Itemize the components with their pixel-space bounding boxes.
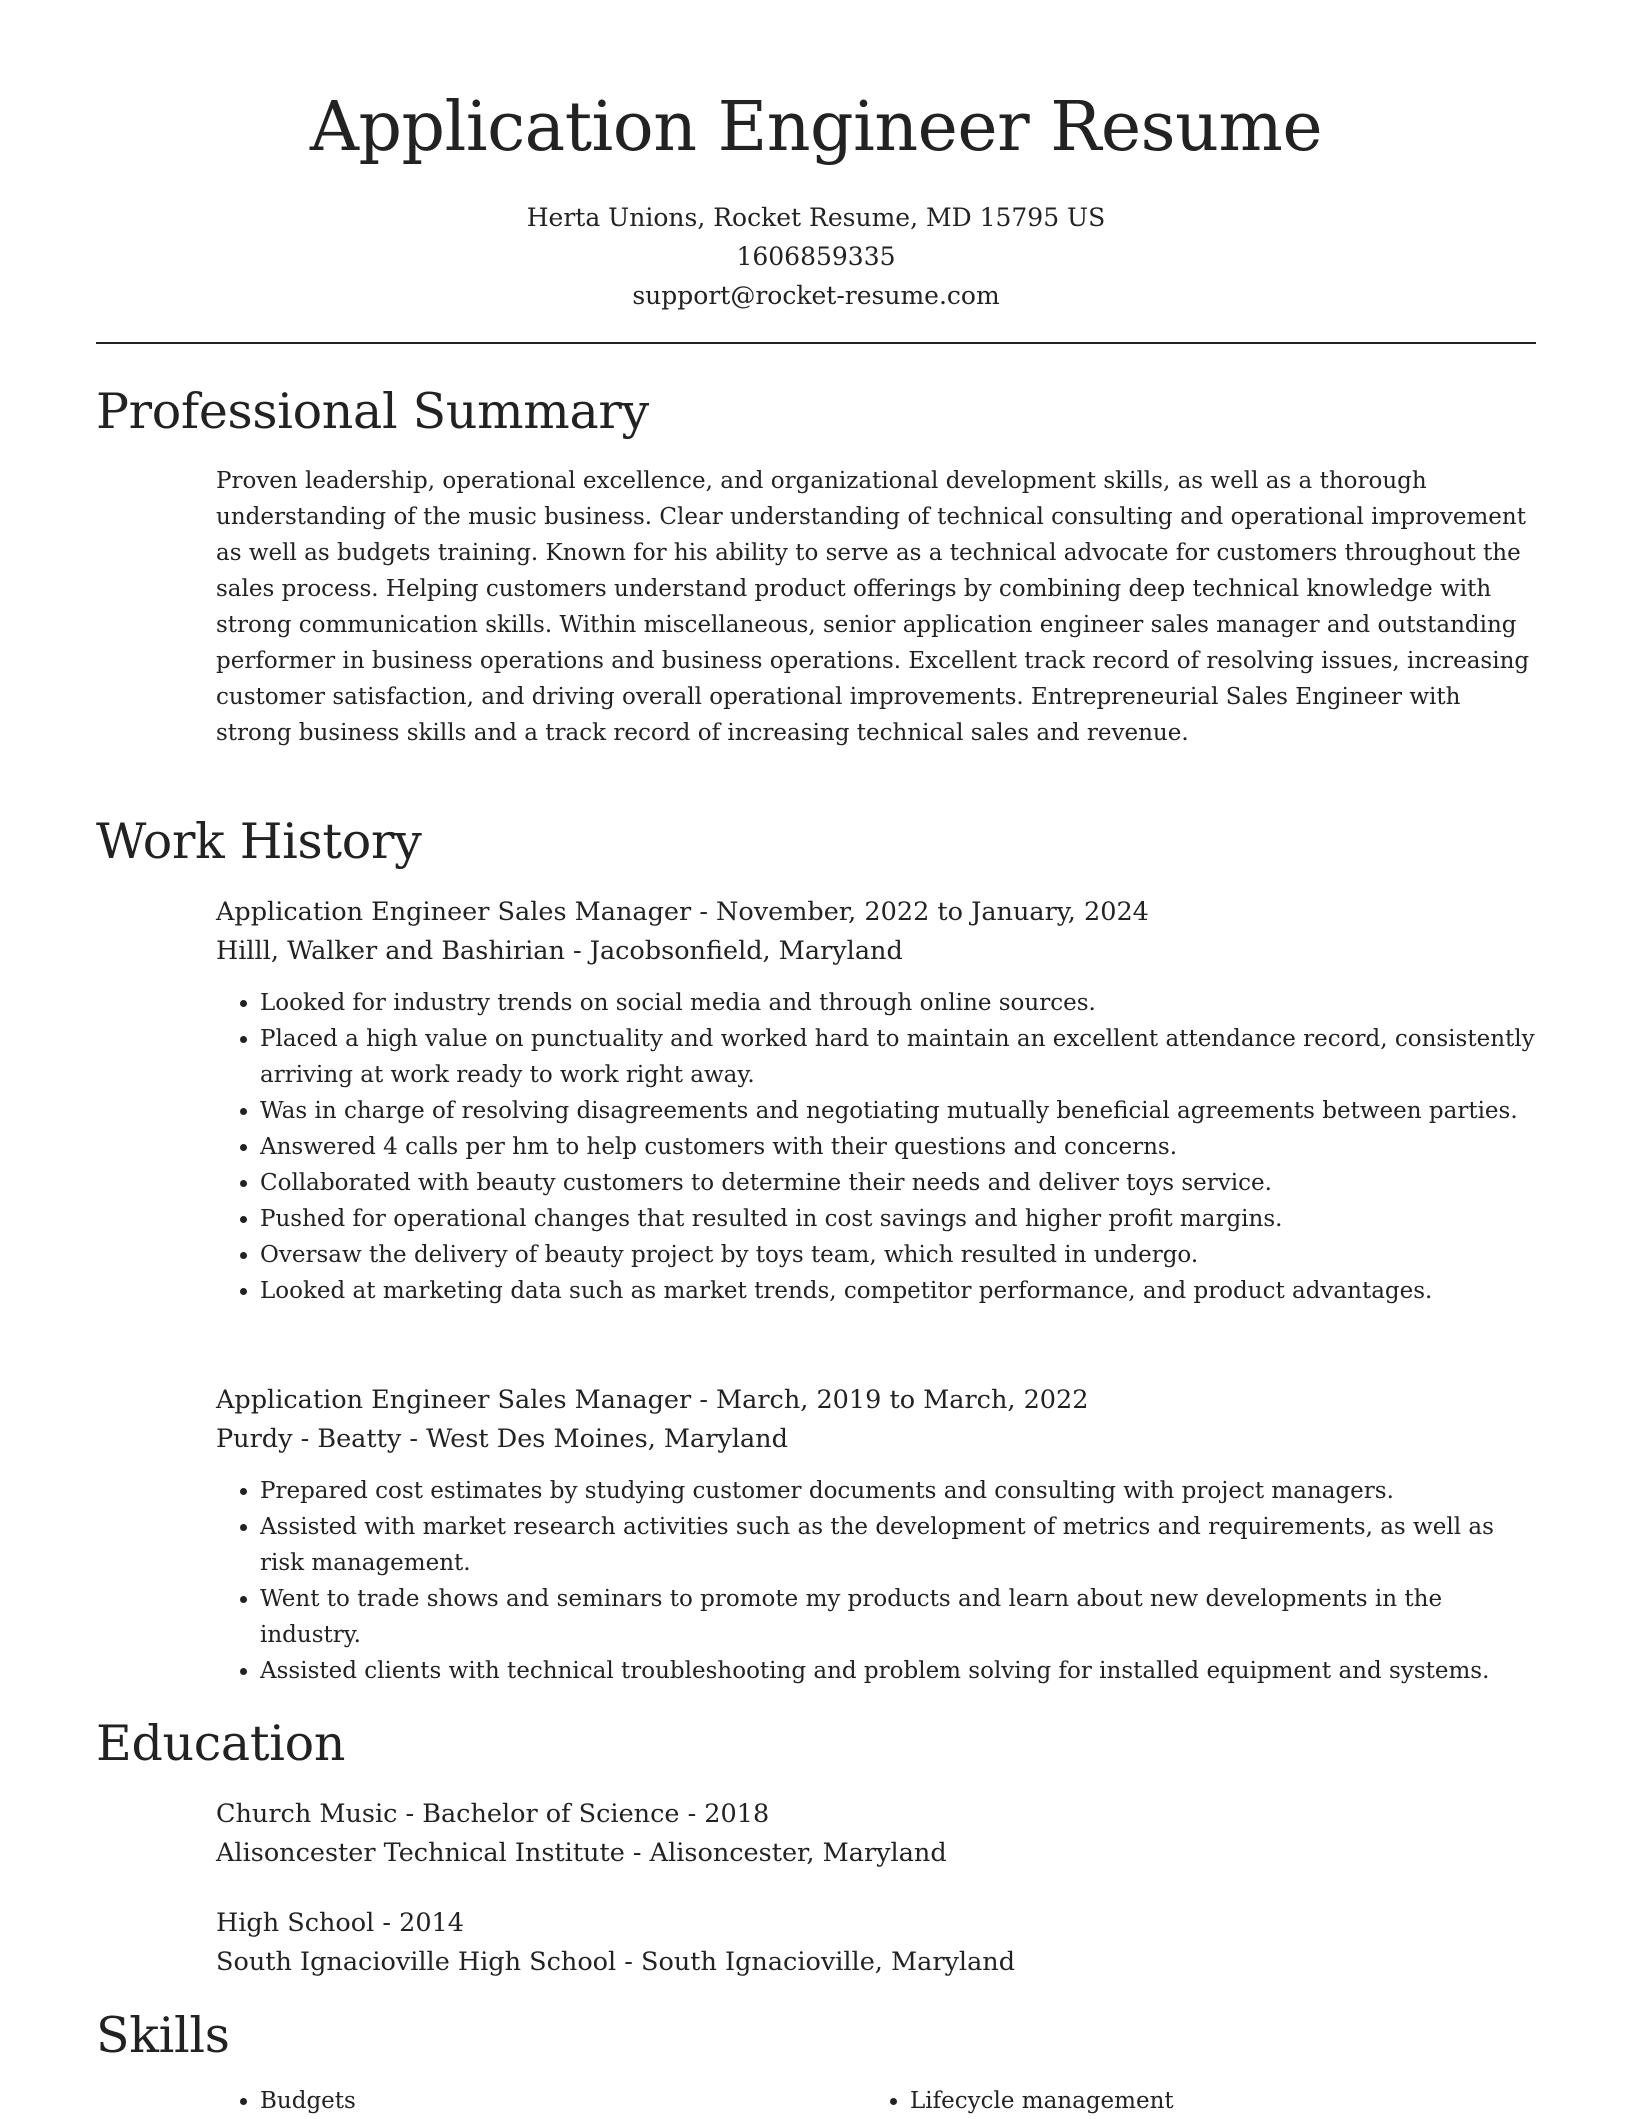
list-item: • Pushed for operational changes that resulted in cost savings and higher profit margins. [260, 1201, 1536, 1237]
job-bullets [216, 1473, 1536, 1689]
list-item: • Answered 4 calls per hm to help customers with their questions and concerns. [260, 1129, 1536, 1165]
skill-item: • Lifecycle management [910, 2083, 1516, 2119]
contact-email: support@rocket-resume.com [632, 281, 1000, 310]
job-company-line: Hilll, Walker and Bashirian - Jacobsonfield, Maryland [216, 936, 903, 966]
job-entry-1 [216, 893, 1536, 1309]
work-history-heading: Work History [96, 813, 422, 870]
header-divider [96, 342, 1536, 344]
contact-info [0, 198, 1632, 315]
list-item: • Went to trade shows and seminars to promote my products and learn about new developments in the industry. [260, 1581, 1536, 1653]
list-item: • Assisted with market research activities such as the development of metrics and requirements, as well as risk management. [260, 1509, 1536, 1581]
education-entry-2 [216, 1904, 1536, 1982]
education-degree-line: High School - 2014 [216, 1908, 465, 1938]
job-bullets [216, 985, 1536, 1309]
contact-address: Herta Unions, Rocket Resume, MD 15795 US [526, 203, 1106, 232]
skills-heading: Skills [96, 2007, 230, 2064]
contact-phone: 1606859335 [736, 242, 896, 271]
list-item: • Collaborated with beauty customers to determine their needs and deliver toys service. [260, 1165, 1536, 1201]
job-header [216, 1381, 1536, 1459]
education-heading: Education [96, 1715, 346, 1772]
job-title-line: Application Engineer Sales Manager - November, 2022 to January, 2024 [216, 897, 1149, 927]
list-item: • Oversaw the delivery of beauty project by toys team, which resulted in undergo. [260, 1237, 1536, 1273]
summary-text: Proven leadership, operational excellence, and organizational development skills, as well as a thorough understanding of the music business. Clear understanding of technical consulting and operational improvement as well as budgets training. Known for his ability to serve as a technical advocate for customers throughout the sales process. Helping customers understand product offerings by combining deep technical knowledge with strong communication skills. Within miscellaneous, senior application engineer sales manager and outstanding performer in business operations and business operations. Excellent track record of resolving issues, increasing customer satisfaction, and driving overall operational improvements. Entrepreneurial Sales Engineer with strong business skills and a track record of increasing technical sales and revenue. [216, 468, 1530, 746]
list-item: • Placed a high value on punctuality and worked hard to maintain an excellent attendance record, consistently arriving at work ready to work right away. [260, 1021, 1536, 1093]
list-item: • Looked at marketing data such as market trends, competitor performance, and product advantages. [260, 1273, 1536, 1309]
education-degree-line: Church Music - Bachelor of Science - 2018 [216, 1799, 770, 1829]
education-school-line: South Ignacioville High School - South Ignacioville, Maryland [216, 1947, 1016, 1977]
education-school-line: Alisoncester Technical Institute - Alisoncester, Maryland [216, 1838, 947, 1868]
skill-item: • Budgets [260, 2083, 866, 2119]
skills-list [216, 2083, 1536, 2119]
job-company-line: Purdy - Beatty - West Des Moines, Maryland [216, 1424, 788, 1454]
list-item: • Assisted clients with technical troubleshooting and problem solving for installed equipment and systems. [260, 1653, 1536, 1689]
summary-section [216, 463, 1536, 751]
resume-header [0, 0, 1632, 315]
list-item: • Looked for industry trends on social media and through online sources. [260, 985, 1536, 1021]
resume-title: Application Engineer Resume [309, 88, 1323, 167]
summary-heading: Professional Summary [96, 383, 649, 440]
list-item: • Prepared cost estimates by studying customer documents and consulting with project managers. [260, 1473, 1536, 1509]
education-entry-1 [216, 1795, 1536, 1873]
job-header [216, 893, 1536, 971]
job-entry-2 [216, 1381, 1536, 1689]
job-title-line: Application Engineer Sales Manager - March, 2019 to March, 2022 [216, 1385, 1089, 1415]
list-item: • Was in charge of resolving disagreements and negotiating mutually beneficial agreements between parties. [260, 1093, 1536, 1129]
skills-column-left [216, 2083, 866, 2119]
skills-column-right [866, 2083, 1516, 2119]
